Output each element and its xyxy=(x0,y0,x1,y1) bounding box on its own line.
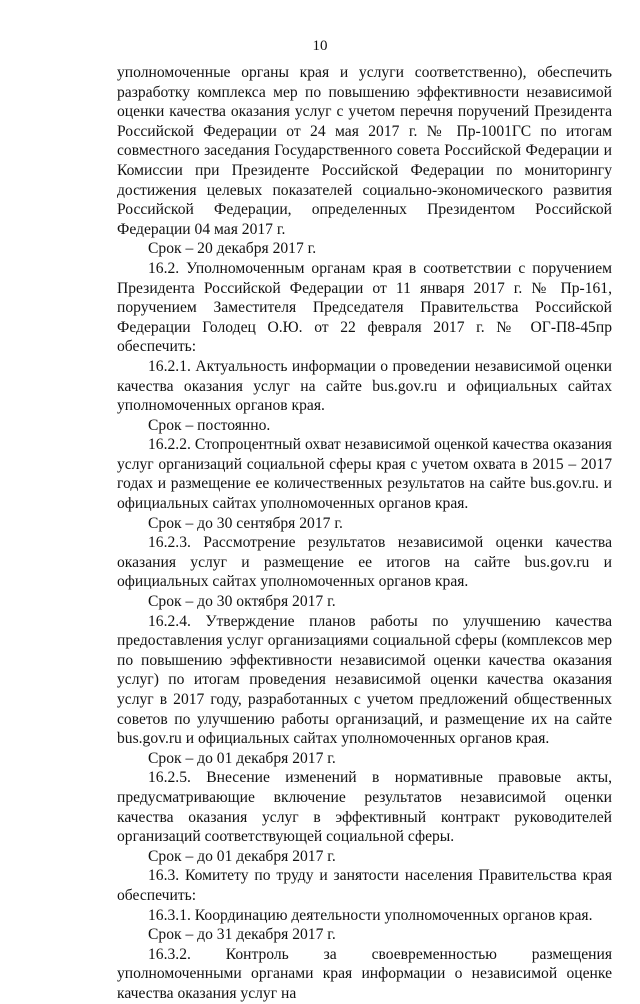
paragraph-16-2-3: 16.2.3. Рассмотрение результатов независимой оценки качества оказания услуг и размещение ее итогов на сайте bus.gov.ru и официальных сайтах уполномоченных органов края. xyxy=(117,534,612,591)
page-number: 10 xyxy=(312,38,328,54)
deadline-line: Срок – 20 декабря 2017 г. xyxy=(148,240,317,258)
deadline-line: Срок – до 01 декабря 2017 г. xyxy=(148,847,336,865)
deadline-line: Срок – до 30 сентября 2017 г. xyxy=(148,514,343,532)
deadline-line: Срок – постоянно. xyxy=(148,416,271,434)
paragraph-16-3: 16.3. Комитету по труду и занятости населения Правительства края обеспечить: xyxy=(117,867,612,904)
paragraph-continuation: уполномоченные органы края и услуги соответственно), обеспечить разработку комплекса мер по повышению эффективности независимой оценки качества оказания услуг с учетом перечня поручений Президента Российской Федерации от 24 мая 2017 г. № Пр-1001ГС по итогам совместного заседания Государственного совета Российской Федерации и Комиссии при Президенте Российской Федерации по мониторингу достижения целевых показателей социально-экономического развития Российской Федерации, определенных Президентом Российской Федерации 04 мая 2017 г. xyxy=(117,64,612,238)
paragraph-16-2-5: 16.2.5. Внесение изменений в нормативные правовые акты, предусматривающие включение результатов независимой оценки качества оказания услуг в эффективный контракт руководителей организаций соответствующей социальной сферы. xyxy=(117,769,612,846)
document-body xyxy=(117,63,612,1004)
paragraph-16-2: 16.2. Уполномоченным органам края в соответствии с поручением Президента Российской Федерации от 11 января 2017 г. № Пр-161, поручением Заместителя Председателя Правительства Российской Федерации Голодец О.Ю. от 22 февраля 2017 г. № ОГ-П8-45пр обеспечить: xyxy=(117,259,612,356)
deadline-line: Срок – до 01 декабря 2017 г. xyxy=(148,749,336,767)
paragraph-16-3-2: 16.3.2. Контроль за своевременностью размещения уполномоченными органами края информации о независимой оценке качества оказания услуг на xyxy=(117,945,612,1002)
paragraph-16-2-1: 16.2.1. Актуальность информации о проведении независимой оценки качества оказания услуг на сайте bus.gov.ru и официальных сайтах уполномоченных органов края. xyxy=(117,357,612,415)
paragraph-16-2-2: 16.2.2. Стопроцентный охват независимой оценкой качества оказания услуг организаций социальной сферы края с учетом охвата в 2015 – 2017 годах и размещение ее количественных результатов на сайте bus.gov.ru. и официальных сайтах уполномоченных органов края. xyxy=(117,436,612,513)
paragraph-16-3-1: 16.3.1. Координацию деятельности уполномоченных органов края. xyxy=(148,906,593,924)
deadline-line: Срок – до 30 октября 2017 г. xyxy=(148,593,336,611)
deadline-line: Срок – до 31 декабря 2017 г. xyxy=(148,926,336,944)
paragraph-16-2-4: 16.2.4. Утверждение планов работы по улучшению качества предоставления услуг организациями социальной сферы (комплексов мер по повышению эффективности независимой оценки качества оказания услуг) по итогам проведения независимой оценки качества оказания услуг в 2017 году, разработанных с учетом предложений общественных советов по улучшению работы организаций, и размещение их на сайте bus.gov.ru и официальных сайтах уполномоченных органов края. xyxy=(117,612,612,748)
